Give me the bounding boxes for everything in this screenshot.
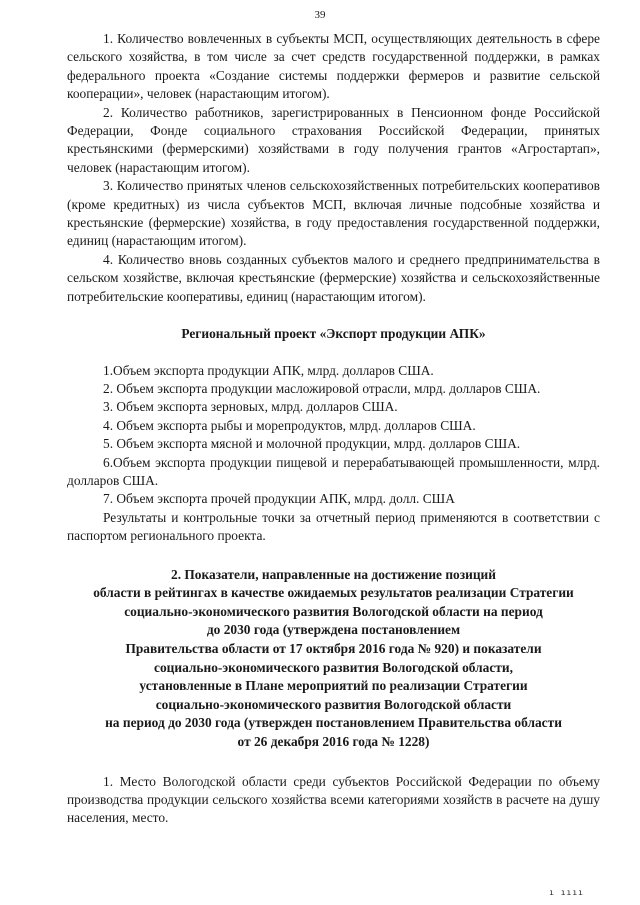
- paragraph: Результаты и контрольные точки за отчетный период применяются в соответствии с паспортом регионального проекта.: [67, 509, 600, 544]
- paragraph: 7. Объем экспорта прочей продукции АПК, млрд. долл. США: [103, 491, 455, 507]
- paragraph: 2. Объем экспорта продукции масложировой отрасли, млрд. долларов США.: [103, 380, 541, 396]
- section-title-line: Правительства области от 17 октября 2016 года № 920) и показатели: [125, 640, 542, 656]
- section-title-line: социально-экономического развития Вологодской области: [155, 696, 512, 712]
- section-title-line: на период до 2030 года (утвержден постановлением Правительства области: [105, 715, 562, 731]
- paragraph: 1. Количество вовлеченных в субъекты МСП, осуществляющих деятельность в сфере сельского хозяйства, в том числе за счет средств государственной поддержки, в рамках федерального проекта «Создание системы поддержки фермеров и развитие сельской кооперации», человек (нарастающим итогом).: [67, 31, 600, 102]
- section-title-line: области в рейтингах в качестве ожидаемых результатов реализации Стратегии социально-экономического развития Вологодской области на период: [93, 585, 574, 619]
- project-heading: Региональный проект «Экспорт продукции АПК»: [181, 326, 486, 342]
- section-title-line: до 2030 года (утверждена постановлением: [206, 622, 461, 638]
- section-title: [67, 566, 600, 752]
- paragraph: 4. Количество вновь созданных субъектов малого и среднего предпринимательства в сельском хозяйстве, включая крестьянские (фермерские) хозяйства и сельскохозяйственные потребительские кооперативы, единиц (нарастающим итогом).: [67, 251, 600, 304]
- section-title-line: от 26 декабря 2016 года № 1228): [237, 733, 430, 749]
- section-title-line: установленные в Плане мероприятий по реализации Стратегии: [139, 678, 528, 694]
- paragraph: 1.Объем экспорта продукции АПК, млрд. долларов США.: [103, 362, 434, 378]
- paragraph: 6.Объем экспорта продукции пищевой и перерабатывающей промышленности, млрд. долларов США.: [67, 454, 600, 488]
- section-title-line: 2. Показатели, направленные на достижение позиций: [171, 566, 496, 582]
- paragraph: 2. Количество работников, зарегистрированных в Пенсионном фонде Российской Федерации, Фонде социального страхования Российской Федерации, принятых крестьянскими (фермерскими) хозяйствами в году получения грантов «Агростартап», человек (нарастающим итогом).: [67, 104, 600, 175]
- paragraph: 4. Объем экспорта рыбы и морепродуктов, млрд. долларов США.: [103, 417, 476, 433]
- paragraph: 3. Объем экспорта зерновых, млрд. долларов США.: [103, 399, 398, 415]
- page-content: [67, 30, 600, 828]
- paragraph: 1. Место Вологодской области среди субъектов Российской Федерации по объему производства продукции сельского хозяйства всеми категориями хозяйств в расчете на душу населения, место.: [67, 773, 600, 826]
- footer-mark: ı ıııı: [549, 888, 584, 897]
- paragraph: 5. Объем экспорта мясной и молочной продукции, млрд. долларов США.: [103, 436, 521, 452]
- paragraph: 3. Количество принятых членов сельскохозяйственных потребительских кооперативов (кроме кредитных) из числа субъектов МСП, включая личные подсобные хозяйства и крестьянские (фермерские) хозяйства, в году предоставления государственной поддержки, единиц (нарастающим итогом).: [67, 178, 600, 249]
- section-title-line: социально-экономического развития Вологодской области,: [154, 659, 513, 675]
- page-number: 39: [314, 9, 326, 21]
